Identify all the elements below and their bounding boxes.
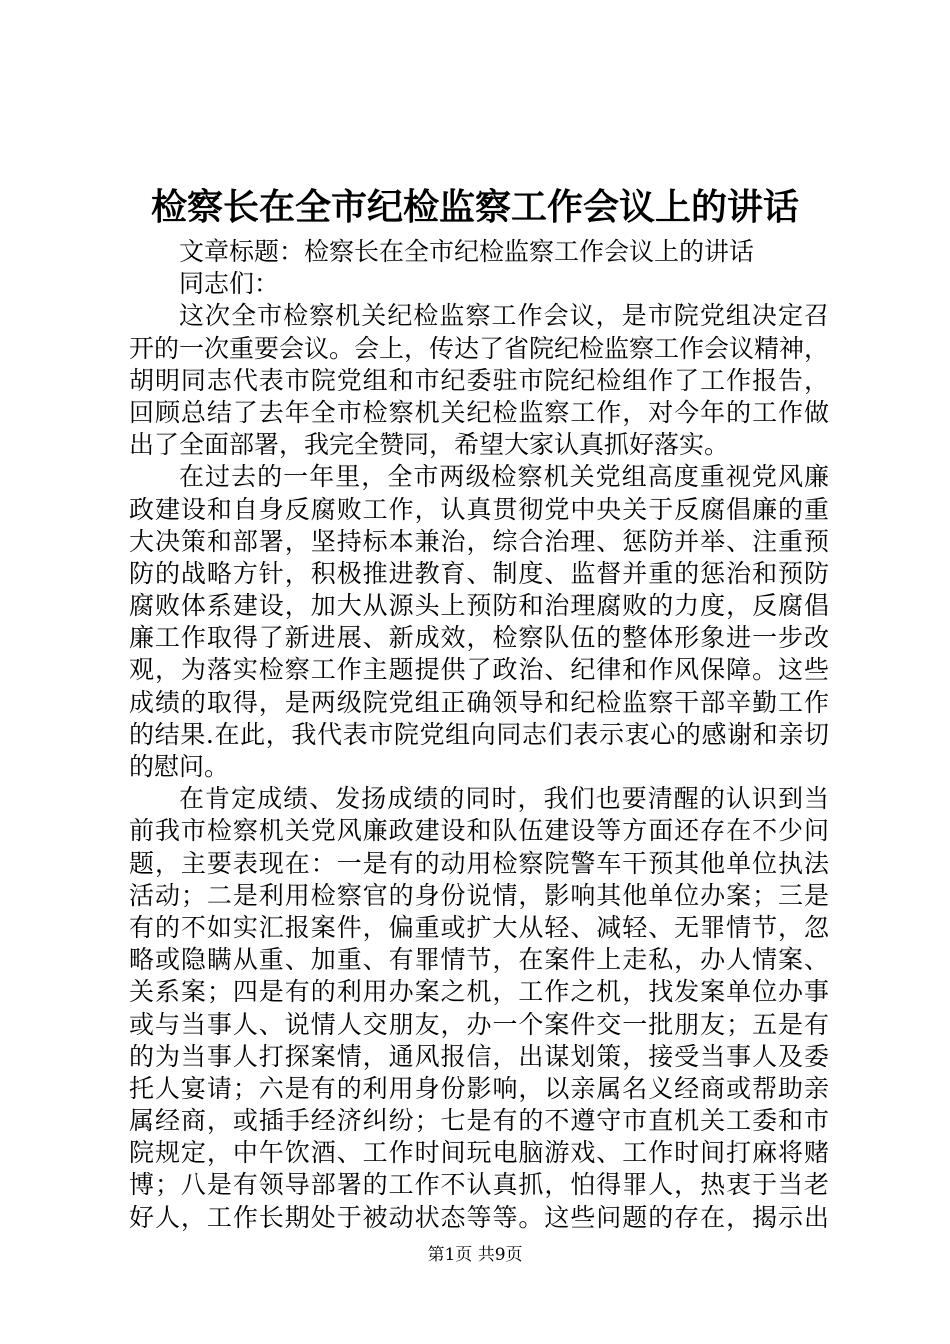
text-line: 在肯定成绩、发扬成绩的同时，我们也要清醒的认识到当 xyxy=(179,784,829,814)
text-line: 的结果.在此，我代表市院党组向同志们表示衷心的感谢和亲切 xyxy=(129,719,829,749)
text-line: 关系案；四是有的利用办案之机，工作之机，找发案单位办事 xyxy=(129,977,829,1007)
text-line: 防的战略方针，积极推进教育、制度、监督并重的惩治和预防 xyxy=(129,558,829,588)
text-line: 前我市检察机关党风廉政建设和队伍建设等方面还存在不少问 xyxy=(129,816,829,846)
page-footer: 第1页 共9页 xyxy=(427,1245,523,1265)
text-line: 开的一次重要会议。会上，传达了省院纪检监察工作会议精神， xyxy=(129,333,830,363)
document-title: 检察长在全市纪检监察工作会议上的讲话 xyxy=(150,187,799,228)
text-line: 腐败体系建设，加大从源头上预防和治理腐败的力度，反腐倡 xyxy=(129,591,829,621)
text-line: 同志们： xyxy=(179,269,280,299)
text-line: 的为当事人打探案情，通风报信，出谋划策，接受当事人及委 xyxy=(129,1041,829,1071)
text-line: 博；八是有领导部署的工作不认真抓，怕得罪人，热衷于当老 xyxy=(129,1170,829,1200)
text-line: 好人，工作长期处于被动状态等等。这些问题的存在，揭示出 xyxy=(129,1202,829,1232)
text-line: 活动；二是利用检察官的身份说情，影响其他单位办案；三是 xyxy=(129,880,829,910)
text-line: 托人宴请；六是有的利用身份影响，以亲属名义经商或帮助亲 xyxy=(129,1073,829,1103)
text-line: 这次全市检察机关纪检监察工作会议，是市院党组决定召 xyxy=(179,301,829,331)
text-line: 题，主要表现在：一是有的动用检察院警车干预其他单位执法 xyxy=(129,848,829,878)
text-line: 成绩的取得，是两级院党组正确领导和纪检监察干部辛勤工作 xyxy=(129,687,829,717)
text-line: 大决策和部署，坚持标本兼治，综合治理、惩防并举、注重预 xyxy=(129,526,829,556)
text-line: 院规定，中午饮酒、工作时间玩电脑游戏、工作时间打麻将赌 xyxy=(129,1138,829,1168)
text-line: 属经商，或插手经济纠纷；七是有的不遵守市直机关工委和市 xyxy=(129,1106,829,1136)
text-line: 观，为落实检察工作主题提供了政治、纪律和作风保障。这些 xyxy=(129,655,829,685)
text-line: 廉工作取得了新进展、新成效，检察队伍的整体形象进一步改 xyxy=(129,623,829,653)
text-line: 政建设和自身反腐败工作，认真贯彻党中央关于反腐倡廉的重 xyxy=(129,494,829,524)
text-line: 有的不如实汇报案件，偏重或扩大从轻、减轻、无罪情节，忽 xyxy=(129,912,829,942)
text-line: 略或隐瞒从重、加重、有罪情节，在案件上走私，办人情案、 xyxy=(129,945,829,975)
text-line: 文章标题：检察长在全市纪检监察工作会议上的讲话 xyxy=(179,237,755,266)
document-body xyxy=(129,236,829,1234)
text-line: 回顾总结了去年全市检察机关纪检监察工作，对今年的工作做 xyxy=(129,397,829,427)
text-line: 的慰问。 xyxy=(129,752,230,781)
text-line: 或与当事人、说情人交朋友，办一个案件交一批朋友；五是有 xyxy=(129,1009,829,1039)
text-line: 出了全面部署，我完全赞同，希望大家认真抓好落实。 xyxy=(129,430,730,460)
text-line: 胡明同志代表市院党组和市纪委驻市院纪检组作了工作报告， xyxy=(129,365,829,395)
text-line: 在过去的一年里，全市两级检察机关党组高度重视党风廉 xyxy=(179,462,829,492)
